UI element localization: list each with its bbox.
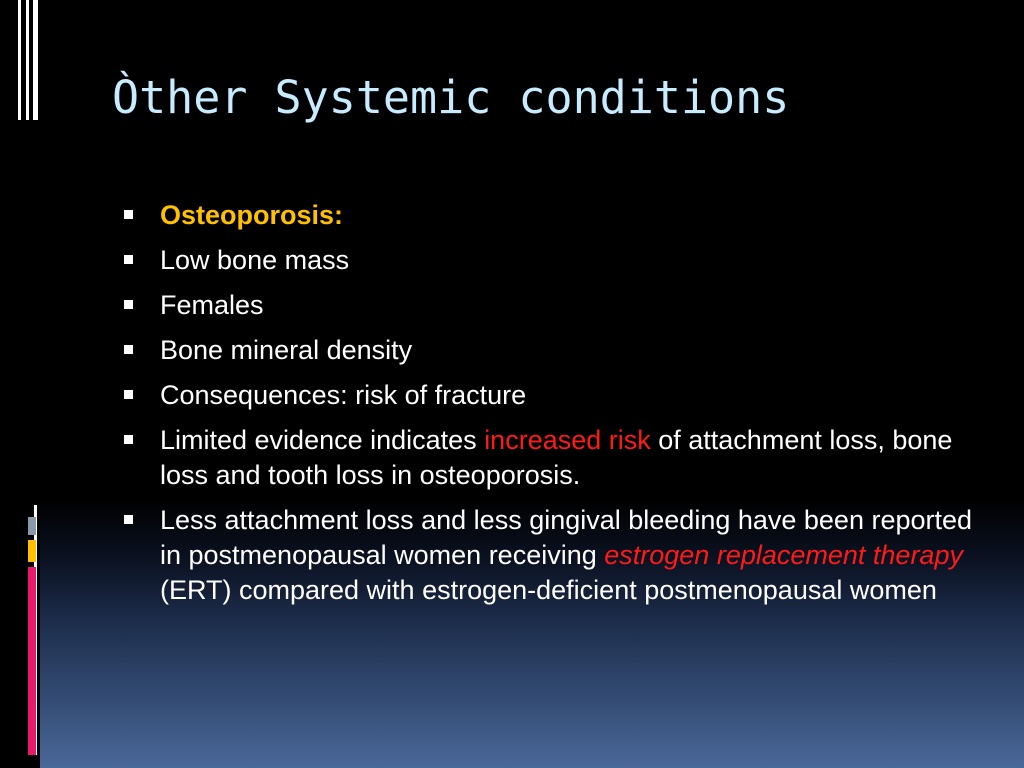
accent-block-gray — [28, 517, 36, 535]
list-item — [124, 423, 984, 493]
decorative-left-rail — [0, 0, 40, 768]
list-item — [124, 378, 984, 413]
bullet-text: of attachment loss, bone loss and tooth loss in osteoporosis. — [160, 425, 953, 490]
bullet-text: Less attachment loss and less gingival bleeding have been reported in postmenopausal women receiving — [160, 505, 973, 570]
bullet-text: Consequences: risk of fracture — [160, 380, 527, 410]
square-bullet-icon — [124, 345, 133, 354]
square-bullet-icon — [124, 390, 133, 399]
highlight-text: estrogen replacement therapy — [604, 540, 963, 570]
rail-line — [33, 0, 38, 120]
bullet-heading: Osteoporosis: — [160, 200, 344, 230]
bullet-text: Low bone mass — [160, 245, 350, 275]
square-bullet-icon — [124, 255, 133, 264]
bullet-text: Bone mineral density — [160, 335, 413, 365]
bullet-text: Females — [160, 290, 264, 320]
rail-line — [18, 0, 21, 120]
slide-title: Òther Systemic conditions — [112, 71, 790, 124]
accent-block-yellow — [28, 540, 36, 562]
highlight-text: increased risk — [484, 425, 651, 455]
list-item — [124, 503, 984, 608]
bullet-list — [124, 198, 984, 618]
square-bullet-icon — [124, 300, 133, 309]
list-item — [124, 288, 984, 323]
list-item — [124, 243, 984, 278]
accent-block-pink — [28, 567, 36, 755]
square-bullet-icon — [124, 435, 133, 444]
list-item — [124, 333, 984, 368]
square-bullet-icon — [124, 210, 133, 219]
bullet-text: (ERT) compared with estrogen-deficient postmenopausal women — [160, 575, 937, 605]
bullet-text: Limited evidence indicates — [160, 425, 485, 455]
square-bullet-icon — [124, 515, 133, 524]
rail-line — [26, 0, 29, 120]
list-item — [124, 198, 984, 233]
